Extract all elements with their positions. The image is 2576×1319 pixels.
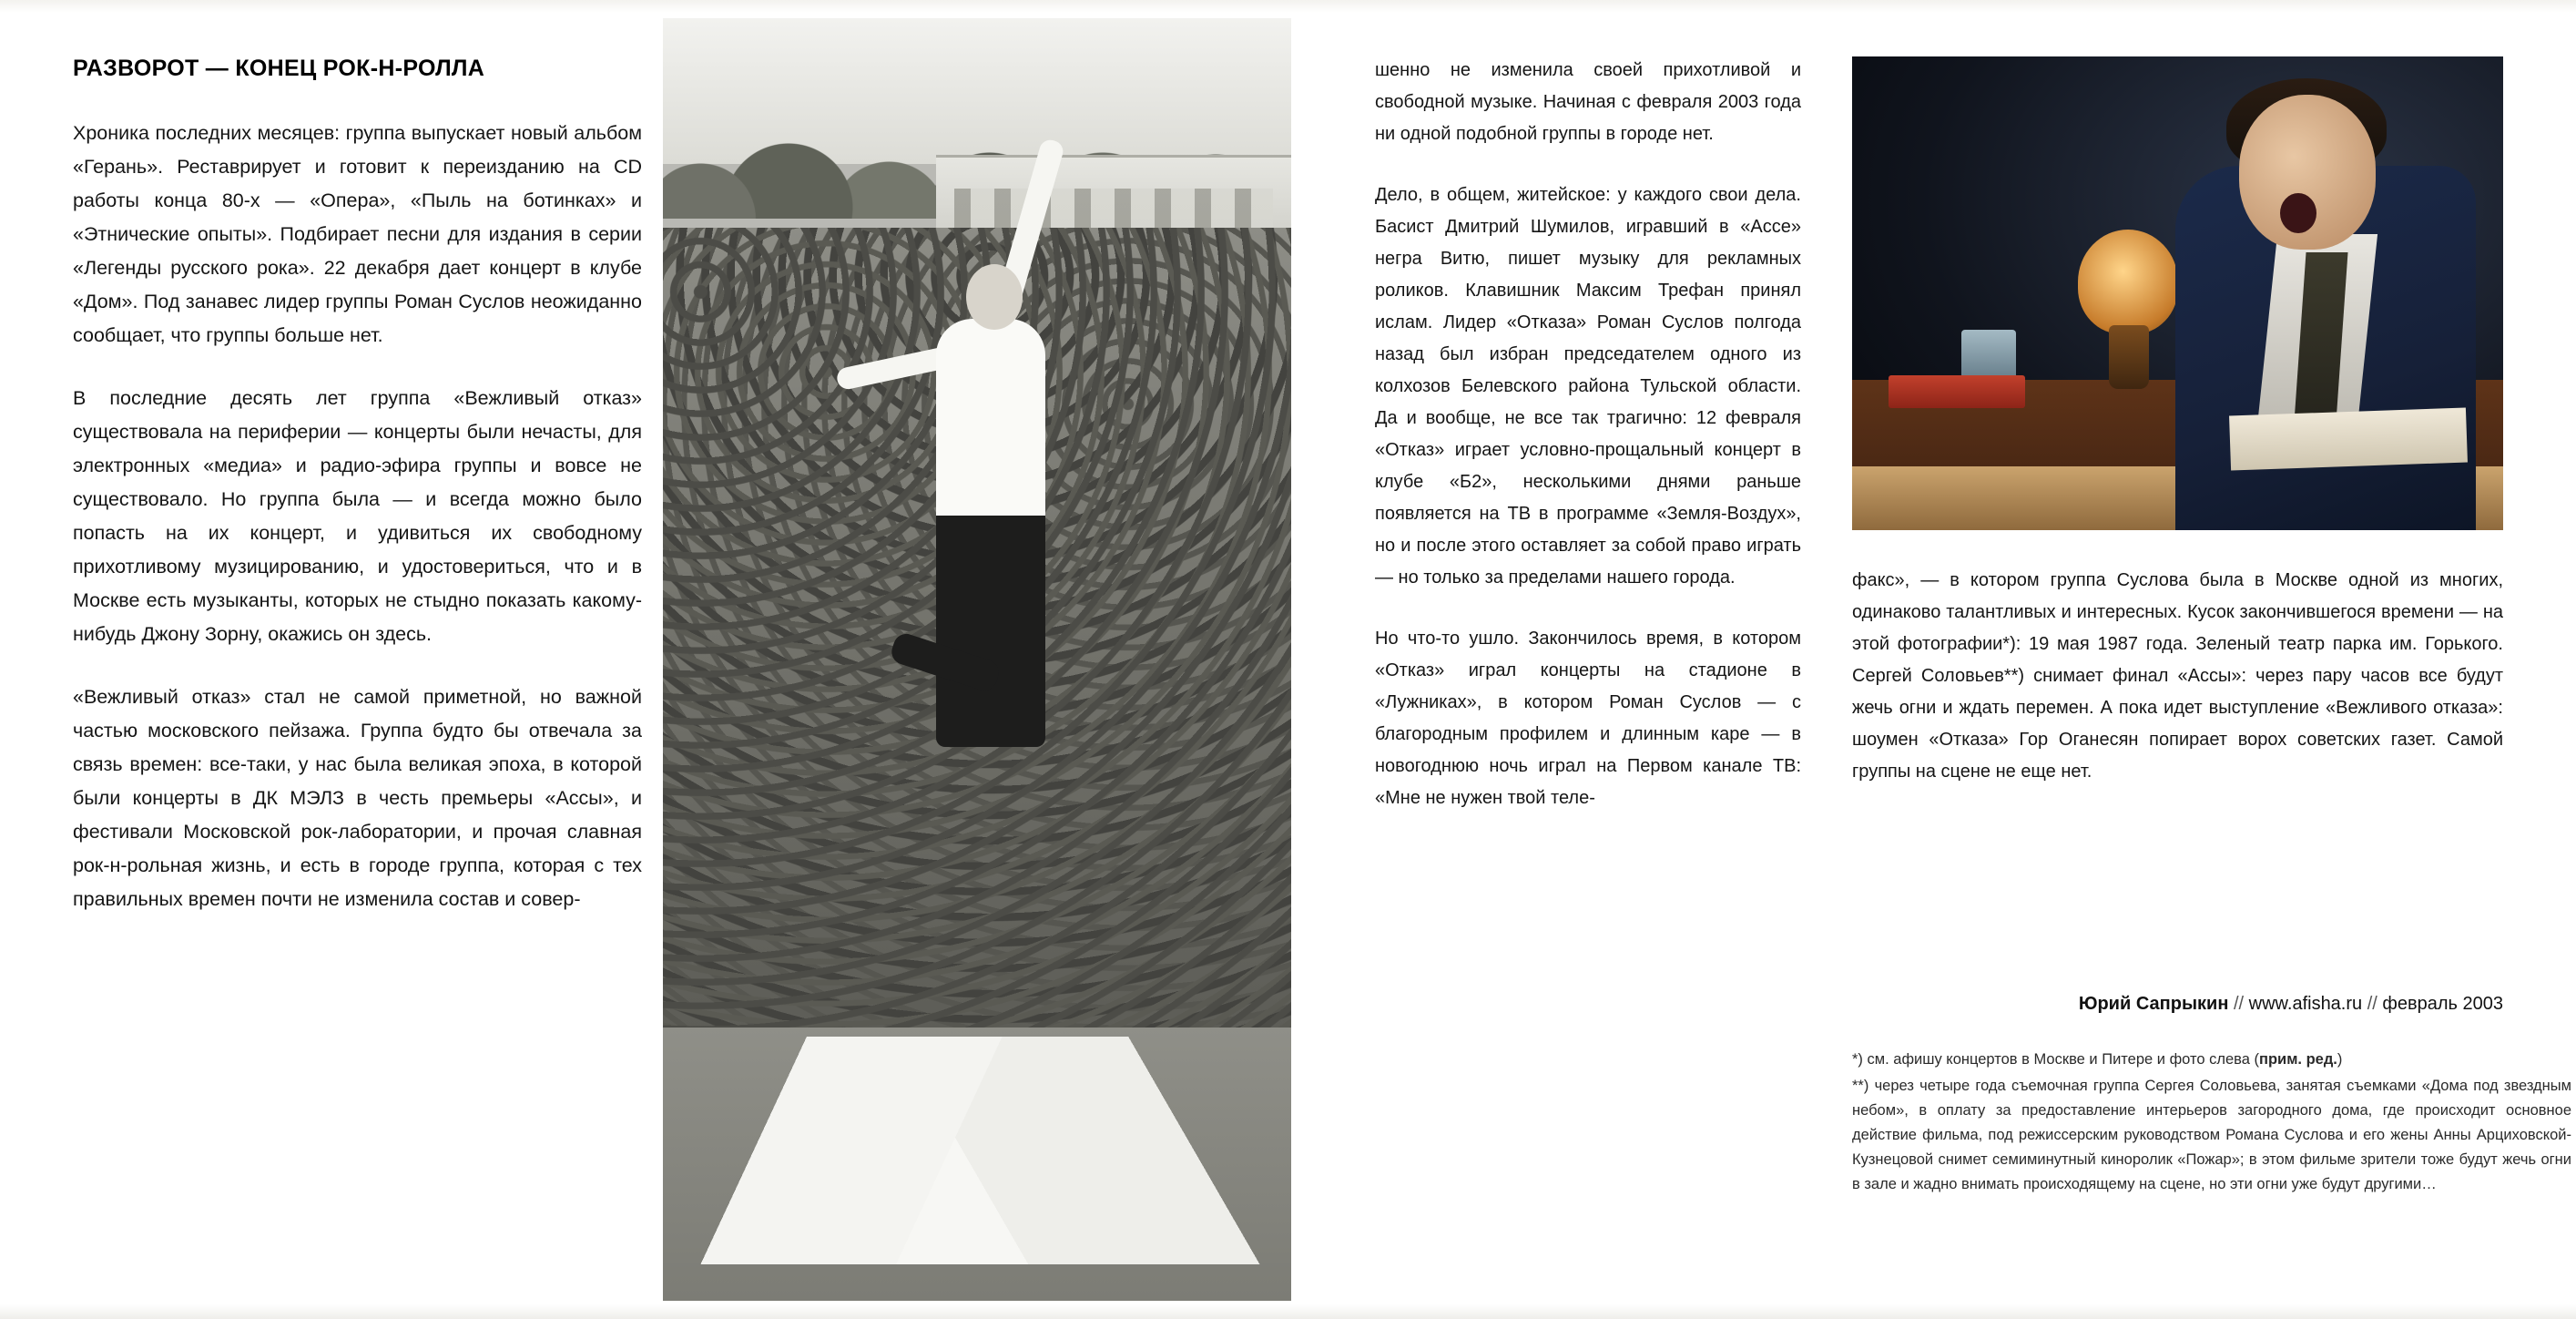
scan-edge-top (0, 0, 1302, 13)
scan-edge-top (1302, 0, 2576, 13)
byline-separator: // (2233, 994, 2245, 1014)
scan-edge-bottom (1302, 1304, 2576, 1319)
paragraph: факс», — в котором группа Суслова была в Москве одной из многих, одинаково талантливых и интересных. Кусок закончившегося времени — на этой фотографии*): 19 мая 1987 года. Зеленый театр парка им. Горького. Сергей Соловьев**) снимает финал «Ассы»: через пару часов все будут жечь огни и ждать перемен. А пока идет выступление «Вежливого отказа»: шоумен «Отказа» Гор Оганесян попирает ворох советских газет. Самой группы на сцене не еще нет. (1852, 570, 2503, 782)
byline-author: Юрий Сапрыкин (2078, 994, 2229, 1014)
page-title: РАЗВОРОТ — КОНЕЦ РОК-Н-РОЛЛА (73, 56, 485, 81)
right-page (1302, 0, 2576, 1319)
film-still-photo (1852, 56, 2503, 530)
byline-separator: // (2367, 994, 2377, 1014)
concert-photo (663, 18, 1291, 1301)
photo-scattered-papers (681, 1037, 1273, 1264)
paragraph: «Вежливый отказ» стал не самой приметной, но важной частью московского пейзажа. Группа будто бы отвечала за связь времен: все-таки, у нас была великая эпоха, в которой были концерты в ДК МЭЛЗ в честь премьеры «Ассы», и фестивали Московской рок-лаборатории, и прочая славная рок-н-рольная жизнь, и есть в городе группа, которая с тех правильных времен почти не изменила состав и совер- (73, 686, 642, 910)
photo-lamp-base (2109, 325, 2149, 389)
paragraph: Дело, в общем, житейское: у каждого свои дела. Басист Дмитрий Шумилов, игравший в «Ассе» негра Витю, пишет музыку для рекламных роликов. Клавишник Максим Трефан принял ислам. Лидер «Отказа» Роман Суслов полгода назад был избран председателем одного из колхозов Белевского района Тульской области. Да и вообще, не все так трагично: 12 февраля «Отказ» играет условно-прощальный концерт в клубе «Б2», несколькими днями раньше появляется на ТВ в программе «Земля-Воздух», но и после этого оставляет за собой право играть — но только за пределами нашего города. (1375, 185, 1801, 588)
byline-date: февраль 2003 (2382, 994, 2503, 1014)
photo-man-open-mouth (2280, 193, 2316, 233)
photo-table-lamp (2078, 230, 2178, 334)
footnotes (1852, 1048, 2571, 1199)
footnote-2: **) через четыре года съемочная группа Сергея Соловьева, занятая съемками «Дома под звездным небом», в оплату за предоставление интерьеров загородного дома, где происходит основное действие фильма, под режиссерским руководством Романа Суслова и его жены Анны Арциховской-Кузнецовой снимет семиминутный киноролик «Пожар»; в этом фильме зрители тоже будут жечь огни в зале и жадно внимать происходящему на сцене, но эти огни уже будут другими… (1852, 1078, 2571, 1192)
photo-papers-on-table (2229, 407, 2468, 470)
photo-performer-head (966, 264, 1023, 330)
footnote-1-editor-note: прим. ред. (2259, 1051, 2337, 1068)
paragraph: В последние десять лет группа «Вежливый отказ» существовала на периферии — концерты были нечасты, для электронных «медиа» и радио-эфира группы и вовсе не существовало. Но группа была — и всегда можно было попасть на их концерт, и удивиться их свободному прихотливому музицированию, и удостовериться, что и в Москве есть музыканты, которых не стыдно показать какому-нибудь Джону Зорну, окажись он здесь. (73, 387, 642, 645)
footnote-1-text-before: *) см. афишу концертов в Москве и Питере и фото слева ( (1852, 1051, 2259, 1068)
footnote-1 (1852, 1048, 2571, 1072)
paragraph: Хроника последних месяцев: группа выпускает новый альбом «Герань». Реставрирует и готовит к переизданию на CD работы конца 80-х — «Опера», «Пыль на ботинках» и «Этнические опыты». Подбирает песни для издания в серии «Легенды русского рока». 22 декабря дает концерт в клубе «Дом». Под занавес лидер группы Роман Суслов неожиданно сообщает, что группы больше нет. (73, 122, 642, 346)
right-text-column-upper (1375, 55, 1801, 814)
scan-edge-bottom (0, 1304, 1302, 1319)
byline-site[interactable]: www.afisha.ru (2248, 994, 2363, 1014)
left-text-column (73, 55, 642, 916)
footnote-1-text-after: ) (2337, 1051, 2343, 1068)
photo-book (1889, 375, 2025, 408)
right-text-column-lower (1852, 565, 2503, 788)
paragraph: шенно не изменила своей прихотливой и свободной музыке. Начиная с февраля 2003 года ни одной подобной группы в городе нет. (1375, 60, 1801, 144)
byline (1852, 989, 2503, 1018)
paragraph: Но что-то ушло. Закончилось время, в котором «Отказ» играл концерты на стадионе в «Лужниках», в котором Роман Суслов — с благородным профилем и длинным каре — в новогоднюю ночь играл на Первом канале ТВ: «Мне не нужен твой теле- (1375, 629, 1801, 808)
